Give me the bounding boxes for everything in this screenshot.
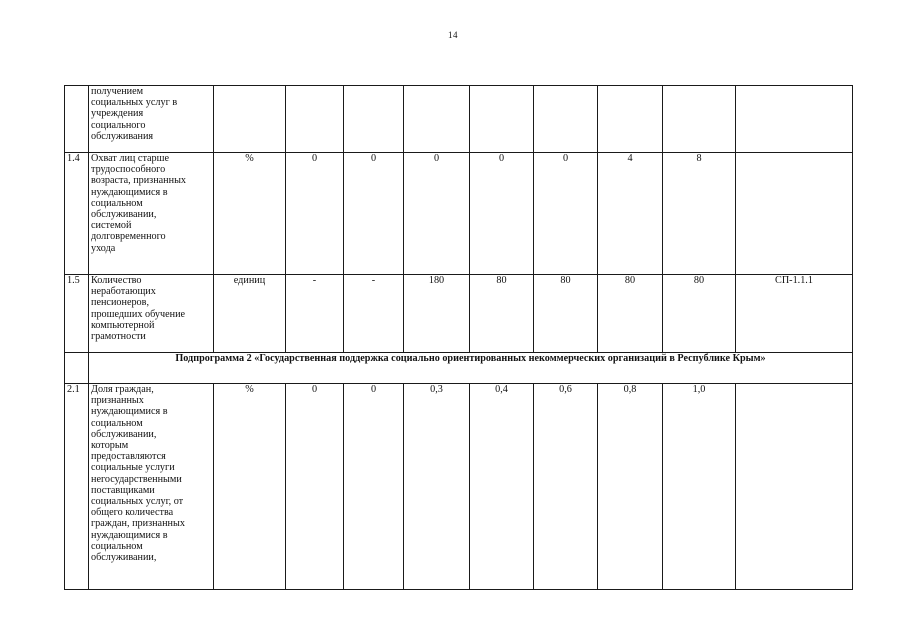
value-cell — [598, 86, 663, 153]
value-cell: - — [286, 275, 344, 353]
value-cell — [470, 86, 534, 153]
row-number: 1.5 — [65, 275, 89, 353]
value-cell: 80 — [598, 275, 663, 353]
value-cell: - — [344, 275, 404, 353]
row-number — [65, 86, 89, 153]
value-cell: 0,3 — [404, 384, 470, 590]
value-cell: 0 — [286, 153, 344, 275]
value-cell — [663, 86, 736, 153]
table-row — [65, 86, 853, 153]
value-cell: 0,4 — [470, 384, 534, 590]
value-cell — [344, 86, 404, 153]
value-cell: 0 — [470, 153, 534, 275]
value-cell: 80 — [534, 275, 598, 353]
source-cell: СП-1.1.1 — [736, 275, 853, 353]
value-cell — [404, 86, 470, 153]
unit-cell — [214, 86, 286, 153]
subprogram-num-cell — [65, 353, 89, 384]
value-cell — [286, 86, 344, 153]
indicators-table — [64, 85, 853, 590]
source-cell — [736, 384, 853, 590]
value-cell: 0 — [344, 153, 404, 275]
value-cell: 0,6 — [534, 384, 598, 590]
table-row — [65, 275, 853, 353]
value-cell: 80 — [470, 275, 534, 353]
value-cell: 1,0 — [663, 384, 736, 590]
indicator-name: Количество неработающих пенсионеров, прошедших обучение компьютерной грамотности — [89, 275, 214, 353]
value-cell: 180 — [404, 275, 470, 353]
table-row — [65, 384, 853, 590]
value-cell: 0,8 — [598, 384, 663, 590]
row-number: 1.4 — [65, 153, 89, 275]
page-number: 14 — [448, 30, 458, 40]
source-cell — [736, 153, 853, 275]
value-cell: 0 — [286, 384, 344, 590]
indicator-name: Охват лиц старше трудоспособного возраста, признанных нуждающимися в социальном обслуживании, системой долговременного ухода — [89, 153, 214, 275]
value-cell — [534, 86, 598, 153]
value-cell: 80 — [663, 275, 736, 353]
indicator-name: получением социальных услуг в учреждения социального обслуживания — [89, 86, 214, 153]
row-number: 2.1 — [65, 384, 89, 590]
value-cell: 4 — [598, 153, 663, 275]
value-cell: 0 — [344, 384, 404, 590]
value-cell: 0 — [534, 153, 598, 275]
value-cell: 8 — [663, 153, 736, 275]
unit-cell: % — [214, 384, 286, 590]
source-cell — [736, 86, 853, 153]
unit-cell: единиц — [214, 275, 286, 353]
unit-cell: % — [214, 153, 286, 275]
indicator-name: Доля граждан, признанных нуждающимися в социальном обслуживании, которым предоставляются социальные услуги негосударственными поставщиками социальных услуг, от общего количества граждан, признанных нуждающимися в социальном обслуживании, — [89, 384, 214, 590]
subprogram-row — [65, 353, 853, 384]
value-cell: 0 — [404, 153, 470, 275]
table-row — [65, 153, 853, 275]
subprogram-title: Подпрограмма 2 «Государственная поддержка социально ориентированных некоммерческих организаций в Республике Крым» — [89, 353, 853, 384]
